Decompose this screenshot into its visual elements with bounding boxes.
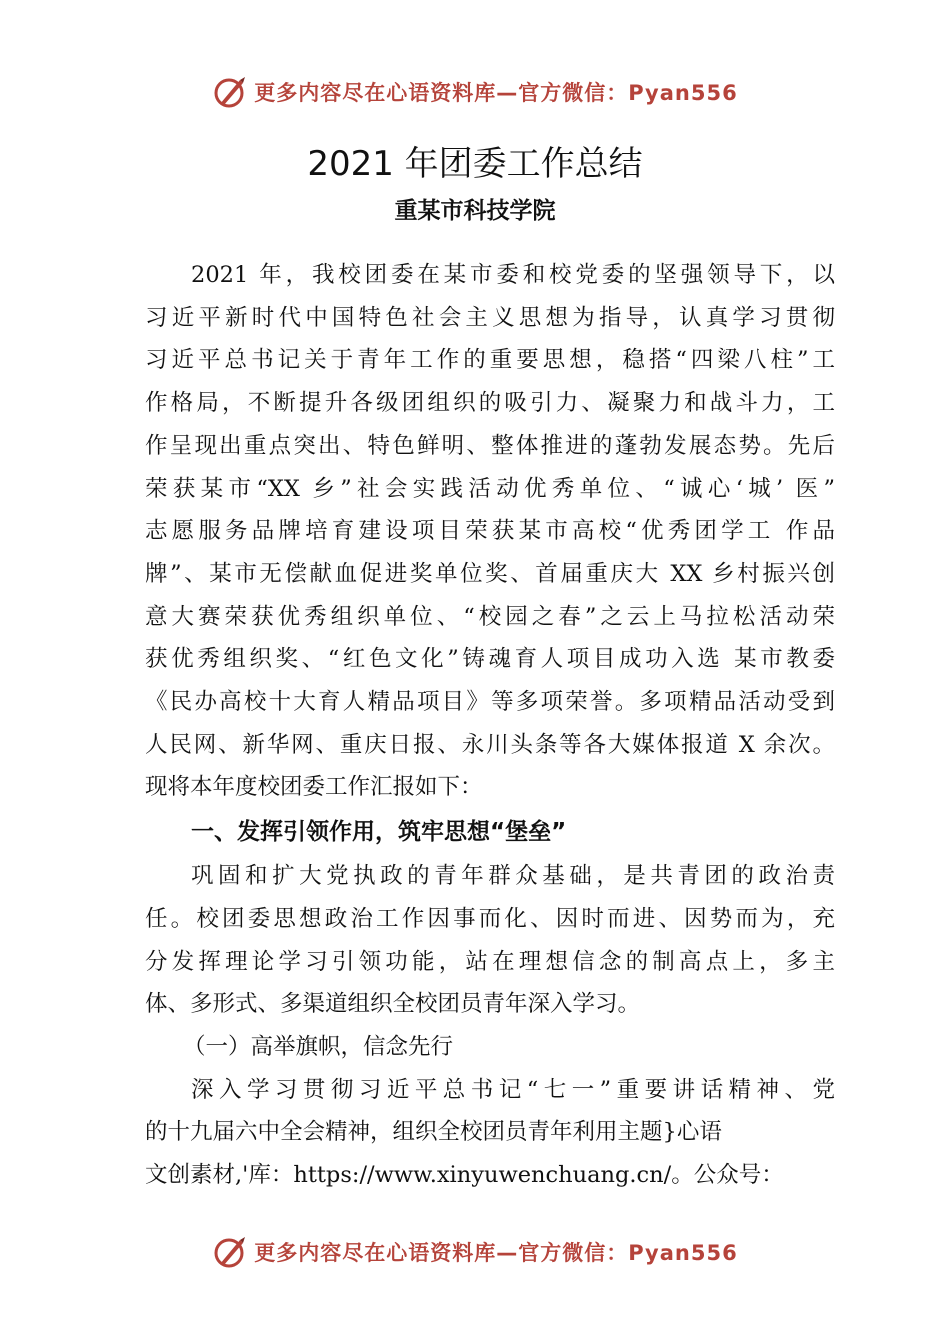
intro-line: 作呈现出重点突出、特色鲜明、整体推进的蓬勃发展态势。先后 — [145, 432, 835, 459]
intro-line: 获优秀组织奖、“红色文化”铸魂育人项目成功入选 某市教委 — [145, 646, 835, 673]
intro-line: 现将本年度校团委工作汇报如下： — [145, 774, 483, 801]
watermark-banner-top — [0, 72, 950, 112]
section-paragraph — [145, 855, 835, 1026]
section-line: 巩固和扩大党执政的青年群众基础，是共青团的政治责 — [191, 863, 835, 890]
intro-line: 作格局，不断提升各级团组织的吸引力、凝聚力和战斗力，工 — [145, 390, 835, 417]
intro-line: 《民办高校十大育人精品项目》等多项荣誉。多项精品活动受到 — [145, 689, 835, 716]
intro-line: 人民网、新华网、重庆日报、永川头条等各大媒体报道 X 余次。 — [145, 731, 835, 758]
intro-line: 荣获某市“XX 乡”社会实践活动优秀单位、“诚心‘城’ 医” — [145, 475, 835, 502]
intro-line: 志愿服务品牌培育建设项目荣获某市高校“优秀团学工 作品 — [145, 518, 835, 545]
document-subtitle: 重某市科技学院 — [394, 198, 556, 224]
intro-line: 意大赛荣获优秀组织单位、“校园之春”之云上马拉松活动荣 — [145, 603, 835, 630]
intro-line: 2021 年，我校团委在某市委和校党委的坚强领导下，以 — [191, 262, 835, 288]
sub-section-line: 深入学习贯彻习近平总书记“七一”重要讲话精神、党 — [191, 1076, 835, 1103]
page-title: 2021 年团委工作总结 — [307, 144, 643, 184]
sub-section-line: 文创素材,'库：https://www.xinyuwenchuang.cn/。公众号： — [145, 1162, 784, 1189]
intro-line: 习近平总书记关于青年工作的重要思想，稳搭“四梁八柱”工 — [145, 347, 835, 374]
quill-pen-logo-icon — [212, 1234, 248, 1270]
quill-pen-logo-icon — [212, 74, 248, 110]
watermark-text: 更多内容尽在心语资料库—官方微信：Pyan556 — [254, 1241, 738, 1265]
watermark-banner-bottom — [0, 1232, 950, 1272]
section-line: 体、多形式、多渠道组织全校团员青年深入学习。 — [145, 991, 641, 1018]
document-body — [145, 254, 835, 1197]
intro-line: 牌”、某市无偿献血促进奖单位奖、首届重庆大 XX 乡村振兴创 — [145, 560, 835, 587]
intro-line: 习近平新时代中国特色社会主义思想为指导，认真学习贯彻 — [145, 304, 835, 331]
watermark-text: 更多内容尽在心语资料库—官方微信：Pyan556 — [254, 81, 738, 105]
intro-paragraph — [145, 254, 835, 809]
section-line: 任。校团委思想政治工作因事而化、因时而进、因势而为，充 — [145, 905, 835, 932]
sub-section-line: 的十九届六中全会精神，组织全校团员青年利用主题}心语 — [145, 1119, 722, 1146]
section-line: 分发挥理论学习引领功能，站在理想信念的制高点上，多主 — [145, 948, 835, 975]
section-heading: 一、发挥引领作用，筑牢思想“堡垒” — [191, 819, 567, 846]
sub-section-paragraph — [145, 1069, 835, 1197]
sub-section-heading: （一）高举旗帜，信念先行 — [183, 1033, 454, 1060]
